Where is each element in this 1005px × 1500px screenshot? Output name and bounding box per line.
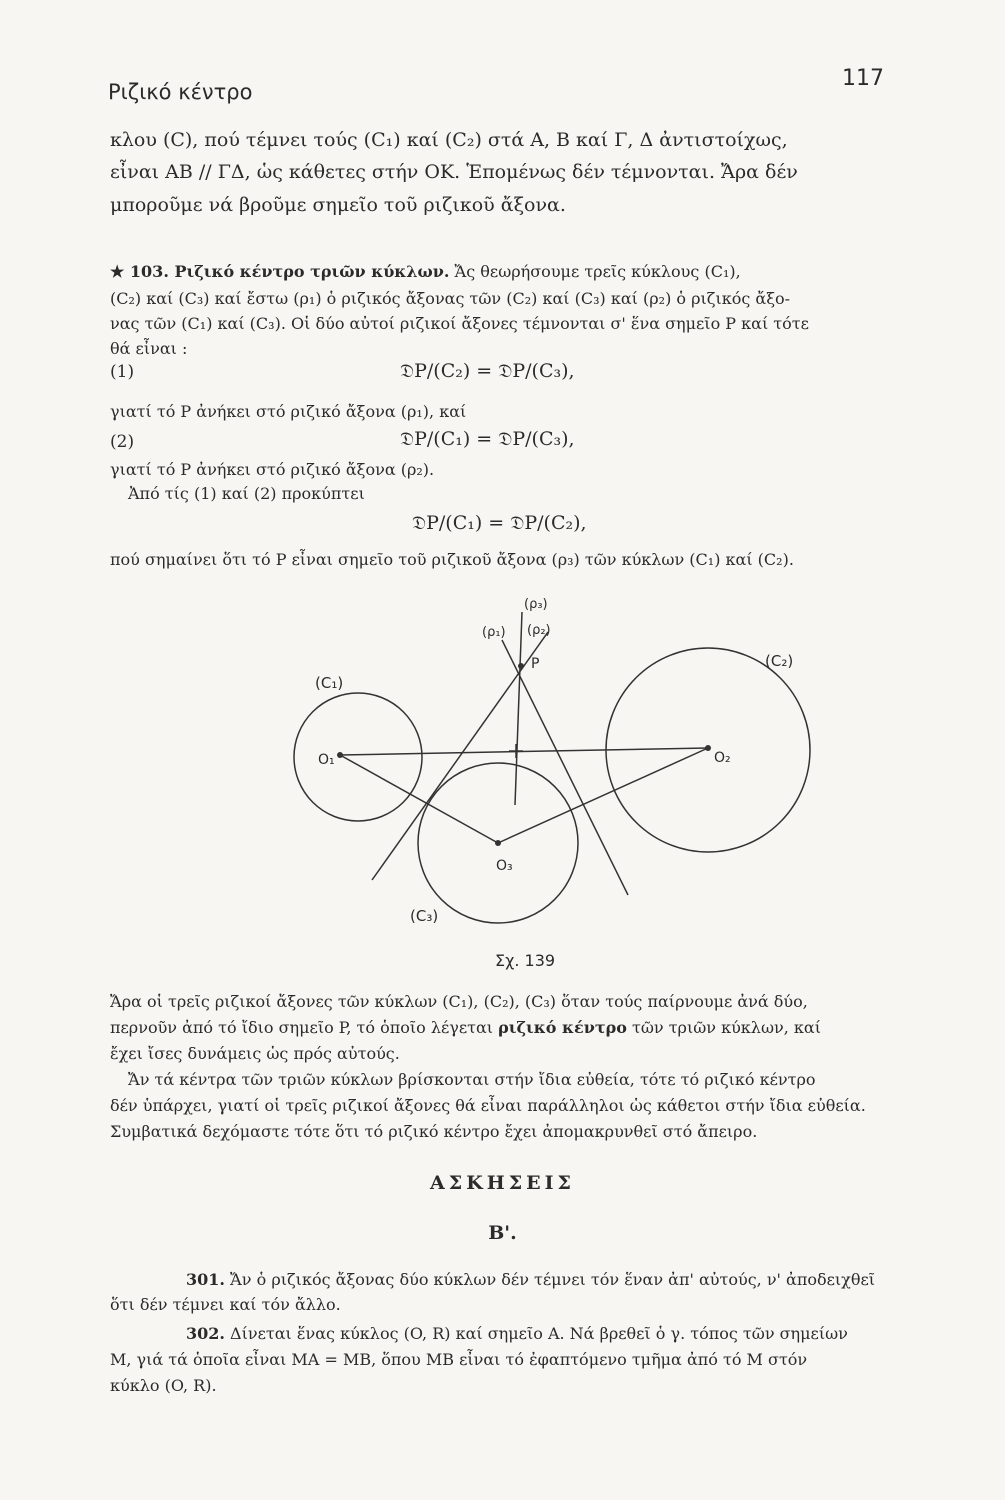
exercise-301-text: Ἄν ὁ ριζικός ἄξονας δύο κύκλων δέν τέμνει τόν ἕναν ἀπ' αὐτούς, ν' ἀποδειχθεῖ — [224, 1270, 876, 1289]
conclusion-line-5: δέν ὑπάρχει, γιατί οἱ τρεῖς ριζικοί ἄξονες θά εἶναι παράλληλοι ὡς κάθετοι στήν ἴδια εὐθεία. — [110, 1096, 866, 1115]
conclusion-line-4: Ἄν τά κέντρα τῶν τριῶν κύκλων βρίσκονται στήν ἴδια εὐθεία, τότε τό ριζικό κέντρο — [128, 1070, 816, 1089]
label-o1: O₁ — [318, 752, 335, 768]
axis-rho1 — [502, 640, 628, 895]
page-number: 117 — [842, 66, 884, 91]
conclusion-line-2-tail: τῶν τριῶν κύκλων, καί — [626, 1018, 821, 1037]
figure-caption: Σχ. 139 — [495, 951, 556, 970]
section-line-1: (C₂) καί (C₃) καί ἔστω (ρ₁) ὁ ριζικός ἄξονας τῶν (C₂) καί (C₃) καί (ρ₂) ὁ ριζικός ἄξο- — [110, 289, 791, 308]
point-p — [518, 663, 524, 669]
conclusion-line-6: Συμβατικά δεχόμαστε τότε ὅτι τό ριζικό κέντρο ἔχει ἀπομακρυνθεῖ στό ἄπειρο. — [110, 1122, 758, 1141]
intro-line-1: κλου (C), πού τέμνει τούς (C₁) καί (C₂) στά A, B καί Γ, Δ ἀντιστοίχως, — [110, 129, 788, 151]
equation-1: 𝔇P/(C₂) = 𝔇P/(C₃), — [400, 360, 575, 382]
conclusion-line-1: Ἄρα οἱ τρεῖς ριζικοί ἄξονες τῶν κύκλων (C₁), (C₂), (C₃) ὅταν τούς παίρνουμε ἀνά δύο, — [110, 992, 808, 1011]
exercises-group: Β'. — [488, 1222, 517, 1244]
exercise-302-text: Δίνεται ἕνας κύκλος (O, R) καί σημεῖο A. Νά βρεθεῖ ὁ γ. τόπος τῶν σημείων — [224, 1324, 848, 1343]
label-rho3: (ρ₃) — [524, 597, 548, 612]
exercise-301-number: 301. — [186, 1270, 225, 1289]
reason-1: γιατί τό P ἀνήκει στό ριζικό ἄξονα (ρ₁), καί — [110, 402, 467, 421]
exercises-heading: ΑΣΚΗΣΕΙΣ — [430, 1172, 575, 1194]
derivation-text: Ἀπό τίς (1) καί (2) προκύπτει — [128, 484, 365, 503]
label-c2: (C₂) — [765, 652, 794, 670]
label-o3: O₃ — [496, 858, 513, 874]
running-header: Ριζικό κέντρο — [108, 80, 253, 104]
label-rho1: (ρ₁) — [482, 625, 506, 640]
label-rho2: (ρ₂) — [527, 623, 551, 638]
equation-1-label: (1) — [110, 362, 135, 382]
exercise-302-number: 302. — [186, 1324, 225, 1343]
exercise-301-line-2: ὅτι δέν τέμνει καί τόν ἄλλο. — [110, 1295, 341, 1314]
intro-line-2: εἶναι AB // ΓΔ, ὡς κάθετες στήν OK. Ἑπομένως δέν τέμνονται. Ἄρα δέν — [110, 161, 798, 183]
point-o1 — [337, 752, 343, 758]
point-o2 — [705, 745, 711, 751]
equation-2: 𝔇P/(C₁) = 𝔇P/(C₃), — [400, 428, 575, 450]
label-p: P — [531, 656, 540, 672]
conclusion-line-2-text: περνοῦν ἀπό τό ἴδιο σημεῖο P, τό ὁποῖο λέγεται — [110, 1018, 494, 1037]
exercise-301-line-1 — [186, 1268, 875, 1292]
axis-rho3 — [515, 612, 522, 805]
center-line-o1-o2 — [340, 748, 708, 755]
conclusion-line-2 — [110, 1016, 821, 1040]
label-c1: (C₁) — [315, 674, 344, 692]
label-o2: O₂ — [714, 750, 731, 766]
reason-2: γιατί τό P ἀνήκει στό ριζικό ἄξονα (ρ₂). — [110, 460, 435, 479]
section-line-2: νας τῶν (C₁) καί (C₃). Οἱ δύο αὐτοί ριζικοί ἄξονες τέμνονται σ' ἕνα σημεῖο P καί τότε — [110, 314, 809, 333]
equation-2-label: (2) — [110, 432, 135, 452]
term-radical-center: ριζικό κέντρο — [498, 1018, 627, 1037]
section-heading: ★ 103. Ριζικό κέντρο τριῶν κύκλων. — [110, 262, 450, 281]
exercise-302-line-2: M, γιά τά ὁποῖα εἶναι MA = MB, ὅπου MB εἶναι τό ἐφαπτόμενο τμῆμα ἀπό τό M στόν — [110, 1350, 808, 1369]
point-o3 — [495, 840, 501, 846]
exercise-302-line-1 — [186, 1322, 848, 1346]
intro-line-3: μποροῦμε νά βροῦμε σημεῖο τοῦ ριζικοῦ ἄξονα. — [110, 194, 566, 216]
circle-c1 — [294, 693, 422, 821]
equation-3: 𝔇P/(C₁) = 𝔇P/(C₂), — [412, 512, 587, 534]
exercise-302-line-3: κύκλο (O, R). — [110, 1376, 217, 1395]
section-lead: Ἄς θεωρήσουμε τρεῖς κύκλους (C₁), — [449, 262, 741, 281]
conclusion-line-3: ἔχει ἴσες δυνάμεις ὡς πρός αὐτούς. — [110, 1044, 400, 1063]
meaning-line: πού σημαίνει ὅτι τό P εἶναι σημεῖο τοῦ ριζικοῦ ἄξονα (ρ₃) τῶν κύκλων (C₁) καί (C₂). — [110, 550, 794, 569]
section-line-3: θά εἶναι : — [110, 339, 188, 358]
label-c3: (C₃) — [410, 907, 439, 925]
axis-rho2 — [372, 632, 548, 880]
center-line-o3-o2 — [498, 748, 708, 843]
